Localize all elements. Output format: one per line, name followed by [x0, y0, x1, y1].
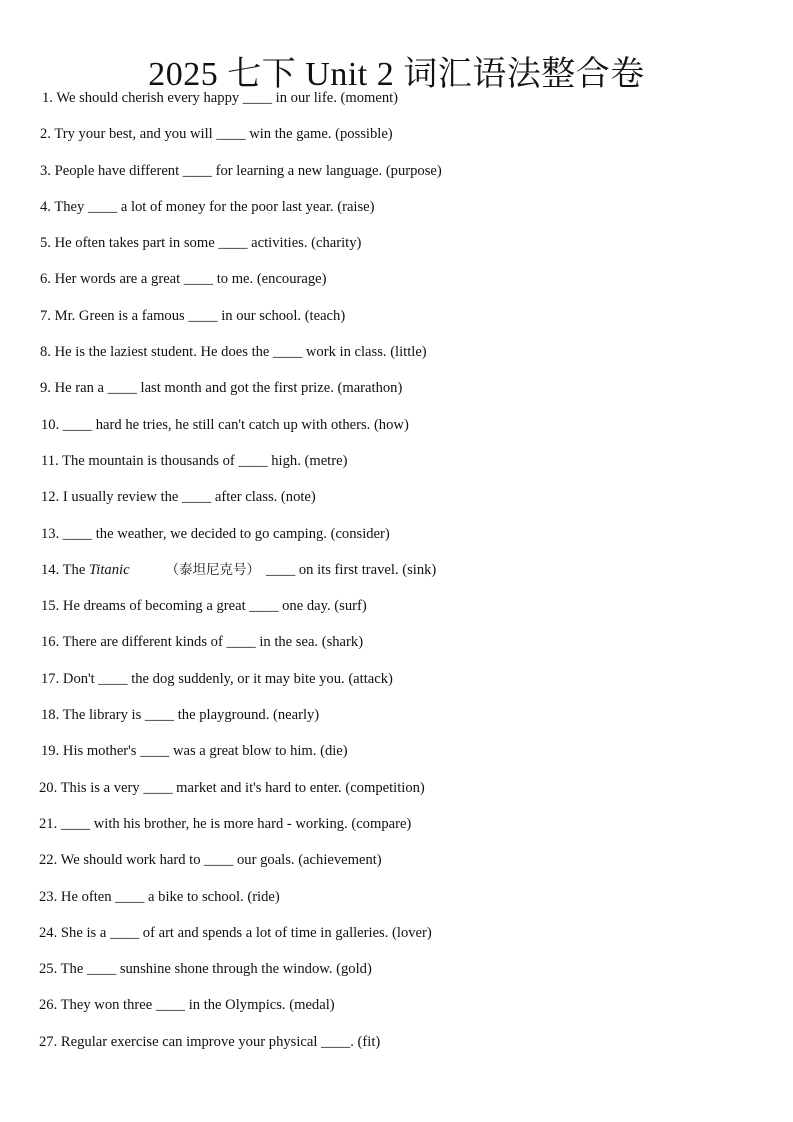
question-number: 23.: [39, 888, 58, 905]
question-item: [0, 848, 793, 884]
question-item: [0, 776, 793, 812]
question-number: 25.: [39, 961, 58, 978]
question-number: 24.: [39, 924, 58, 941]
question-text: The mountain is thousands of ____ high. (metre): [62, 452, 348, 469]
question-text: We should cherish every happy ____ in our life. (moment): [56, 90, 399, 106]
question-text: The ____ sunshine shone through the window. (gold): [60, 961, 372, 978]
question-number: 27.: [39, 1033, 58, 1050]
question-text: Don't ____ the dog suddenly, or it may bite you. (attack): [62, 670, 393, 687]
question-number: 16.: [41, 634, 60, 651]
question-item: [0, 449, 793, 485]
question-item: [0, 485, 793, 521]
question-number: 19.: [41, 743, 60, 760]
question-item: [0, 86, 793, 122]
question-item: [0, 993, 793, 1029]
question-item: [0, 195, 793, 231]
question-number: 12.: [41, 489, 60, 506]
question-item: [0, 522, 793, 558]
question-text: Try your best, and you will ____ win the game. (possible): [54, 126, 393, 143]
question-item: [0, 703, 793, 739]
question-item: [0, 630, 793, 666]
page-title: 2025 七下 Unit 2 词汇语法整合卷: [148, 55, 645, 93]
question-text: Her words are a great ____ to me. (encourage): [54, 271, 327, 288]
question-text: She is a ____ of art and spends a lot of time in galleries. (lover): [60, 924, 432, 941]
question-number: 15.: [41, 598, 60, 615]
question-item: [0, 812, 793, 848]
question-text: ____ hard he tries, he still can't catch up with others. (how): [62, 416, 409, 433]
question-number: 3.: [40, 162, 51, 179]
question-text-pre: The: [62, 561, 86, 578]
question-item: [0, 667, 793, 703]
question-number: 20.: [39, 779, 58, 796]
question-text: He is the laziest student. He does the ____ work in class. (little): [54, 344, 427, 361]
question-item: [0, 122, 793, 158]
question-number: 6.: [40, 271, 51, 288]
question-item: [0, 159, 793, 195]
question-number: 26.: [39, 997, 58, 1014]
question-item: [0, 267, 793, 303]
question-text: We should work hard to ____ our goals. (achievement): [60, 852, 382, 869]
question-text: This is a very ____ market and it's hard to enter. (competition): [60, 779, 425, 796]
question-text: Mr. Green is a famous ____ in our school. (teach): [54, 307, 346, 324]
question-item: [0, 413, 793, 449]
question-number: 1.: [42, 90, 53, 106]
question-item: [0, 594, 793, 630]
question-item: [0, 304, 793, 340]
question-item: [0, 957, 793, 993]
question-text: There are different kinds of ____ in the sea. (shark): [62, 634, 364, 651]
question-text: He dreams of becoming a great ____ one day. (surf): [62, 598, 367, 615]
question-text: Regular exercise can improve your physical ____. (fit): [60, 1033, 381, 1050]
question-item: [0, 340, 793, 376]
question-chinese-note: （泰坦尼克号）: [165, 561, 261, 578]
question-number: 22.: [39, 852, 58, 869]
question-text: He often takes part in some ____ activities. (charity): [54, 235, 362, 252]
question-number: 18.: [41, 707, 60, 724]
question-item: [0, 1030, 793, 1066]
question-italic-term: Titanic: [89, 561, 130, 578]
question-item: [0, 739, 793, 775]
question-text: ____ with his brother, he is more hard - working. (compare): [60, 815, 412, 832]
question-number: 21.: [39, 815, 58, 832]
question-text: I usually review the ____ after class. (note): [62, 489, 316, 506]
question-text: People have different ____ for learning a new language. (purpose): [54, 162, 442, 179]
question-number: 5.: [40, 235, 51, 252]
question-text: They won three ____ in the Olympics. (medal): [60, 997, 335, 1014]
question-text: He often ____ a bike to school. (ride): [60, 888, 280, 905]
question-number: 7.: [40, 307, 51, 324]
question-number: 11.: [41, 452, 59, 469]
question-text: The library is ____ the playground. (nearly): [62, 707, 320, 724]
question-number: 2.: [40, 126, 51, 143]
question-number: 17.: [41, 670, 60, 687]
question-item: [0, 558, 793, 594]
question-text-post: ____ on its first travel. (sink): [266, 561, 437, 578]
question-number: 14.: [41, 561, 60, 578]
question-number: 13.: [41, 525, 60, 542]
question-text: He ran a ____ last month and got the first prize. (marathon): [54, 380, 403, 397]
question-number: 8.: [40, 344, 51, 361]
question-text: His mother's ____ was a great blow to him. (die): [62, 743, 348, 760]
question-item: [0, 921, 793, 957]
question-list: [0, 86, 793, 1066]
question-number: 4.: [40, 198, 51, 215]
question-text: They ____ a lot of money for the poor last year. (raise): [54, 198, 375, 215]
question-number: 10.: [41, 416, 60, 433]
question-number: 9.: [40, 380, 51, 397]
question-item: [0, 231, 793, 267]
question-text: ____ the weather, we decided to go camping. (consider): [62, 525, 390, 542]
question-item: [0, 376, 793, 412]
question-item: [0, 885, 793, 921]
